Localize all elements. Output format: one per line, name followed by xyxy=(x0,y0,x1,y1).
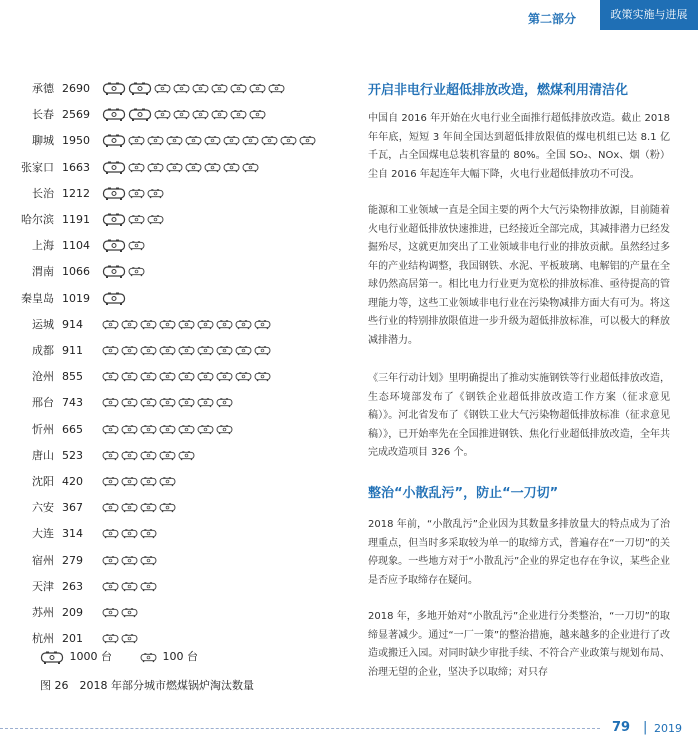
boiler-icon-1000 xyxy=(128,108,152,121)
city-label: 宿州 xyxy=(32,553,54,567)
boiler-icon-1000 xyxy=(102,265,126,278)
paragraph-3: 《三年行动计划》里明确提出了推动实施钢铁等行业超低排放改造，生态环境部发布了《钢铁企业超低排放改造工作方案（征求意见稿）》。河北省发布了《钢铁工业大气污染物超低排放标准（征求意见稿）》，已开始率先在全国推进钢铁、焦化行业超低排放改造，全年共完成改造项目 326 个。 xyxy=(368,373,670,458)
chart-row xyxy=(16,79,346,99)
boiler-icon-100 xyxy=(178,397,195,408)
icon-bar xyxy=(102,187,166,201)
boiler-icon-100 xyxy=(178,424,195,435)
boiler-icon-100 xyxy=(102,607,119,618)
boiler-icon-100 xyxy=(121,345,138,356)
chart-row xyxy=(16,289,346,309)
boiler-icon-100 xyxy=(249,83,266,94)
boiler-icon-100 xyxy=(159,424,176,435)
boiler-icon-100 xyxy=(102,397,119,408)
boiler-icon-100 xyxy=(216,319,233,330)
boiler-icon-100 xyxy=(197,319,214,330)
boiler-icon-1000 xyxy=(102,187,126,200)
boiler-icon-100 xyxy=(197,371,214,382)
section-tab: 政策实施与进展 xyxy=(600,0,698,30)
boiler-icon-1000 xyxy=(102,213,126,226)
boiler-icon-100 xyxy=(140,397,157,408)
chart-row xyxy=(16,498,346,518)
icon-bar xyxy=(102,292,128,306)
boiler-icon-100 xyxy=(128,214,145,225)
boiler-icon-100 xyxy=(178,450,195,461)
boiler-icon-100 xyxy=(216,397,233,408)
boiler-icon-100 xyxy=(154,83,171,94)
city-label: 忻州 xyxy=(32,422,54,436)
boiler-icon-1000 xyxy=(102,108,126,121)
boiler-icon-100 xyxy=(178,371,195,382)
boiler-icon-100 xyxy=(159,502,176,513)
boiler-icon-100 xyxy=(235,345,252,356)
boiler-icon-100 xyxy=(121,502,138,513)
boiler-icon-100 xyxy=(128,135,145,146)
chart-row xyxy=(16,105,346,125)
icon-bar xyxy=(102,318,273,332)
count-label: 2690 xyxy=(62,82,90,95)
icon-bar xyxy=(102,527,159,541)
icon-bar xyxy=(102,265,147,279)
boiler-icon-100 xyxy=(121,319,138,330)
boiler-icon-100 xyxy=(140,476,157,487)
boiler-icon-100 xyxy=(299,135,316,146)
count-label: 911 xyxy=(62,344,83,357)
count-label: 1104 xyxy=(62,239,90,253)
boiler-icon-100 xyxy=(121,371,138,382)
boiler-icon-100 xyxy=(147,162,164,173)
boiler-icon-100 xyxy=(223,135,240,146)
count-label: 420 xyxy=(62,475,83,488)
boiler-icon-100 xyxy=(178,319,195,330)
city-label: 沧州 xyxy=(32,370,54,384)
chart-row xyxy=(16,551,346,571)
city-label: 承德 xyxy=(32,82,54,95)
boiler-icon-100 xyxy=(211,109,228,120)
boiler-icon-100 xyxy=(121,424,138,435)
boiler-icon-100 xyxy=(140,502,157,513)
city-label: 运城 xyxy=(32,317,54,331)
boiler-icon-100 xyxy=(128,188,145,199)
boiler-icon-100 xyxy=(159,450,176,461)
boiler-icon-100 xyxy=(147,135,164,146)
boiler-icon-100 xyxy=(178,345,195,356)
chart-row xyxy=(16,524,346,544)
footer-divider xyxy=(0,728,600,729)
chart-row xyxy=(16,367,346,387)
boiler-icon-1000 xyxy=(102,82,126,95)
icon-bar xyxy=(102,396,235,410)
legend-small-label: 100 台 xyxy=(162,650,198,663)
boiler-icon-100 xyxy=(140,371,157,382)
boiler-icon-100 xyxy=(242,162,259,173)
count-label: 665 xyxy=(62,422,83,436)
boiler-icon-100 xyxy=(192,109,209,120)
paragraph-2: 能源和工业领域一直是全国主要的两个大气污染物排放源，目前随着火电行业超低排放快速推进，已经接近全部完成，其减排潜力已经发掘殆尽，这就更加突出了工业领域非电行业的排放贡献。虽然经过多年的产业结构调整，我国钢铁、水泥、平板玻璃、电解铝的产量在全球仍然高居第一。相比电力行业更为宽松的排放标准、亟待提高的管理能力等，这些工业领域非电行业在污染物减排方面大有可为。将这些行业的特别排放限值进一步升级为超低排放标准，可以极大的释放减排潜力。 xyxy=(368,205,670,346)
boiler-icon-100 xyxy=(140,450,157,461)
report-year: 2019 xyxy=(654,722,682,735)
boiler-icon-100 xyxy=(121,450,138,461)
boiler-icon-100 xyxy=(154,109,171,120)
chart-row xyxy=(16,341,346,361)
boiler-icon-100 xyxy=(102,502,119,513)
legend-large xyxy=(40,648,112,666)
count-label: 1019 xyxy=(62,291,90,305)
boiler-icon-100 xyxy=(166,135,183,146)
boiler-icon-100 xyxy=(140,345,157,356)
icon-bar xyxy=(102,580,159,594)
icon-bar xyxy=(102,501,178,515)
boiler-icon-100 xyxy=(254,345,271,356)
boiler-icon-100 xyxy=(121,607,138,618)
chart-row xyxy=(16,315,346,335)
boiler-icon-100 xyxy=(230,109,247,120)
boiler-icon-100 xyxy=(140,528,157,539)
figure-caption: 图 26 2018 年部分城市燃煤锅炉淘汰数量 xyxy=(40,679,254,692)
boiler-icon-100 xyxy=(159,371,176,382)
chart-row xyxy=(16,158,346,178)
boiler-icon-100 xyxy=(102,371,119,382)
count-label: 855 xyxy=(62,370,83,384)
boiler-icon-100 xyxy=(102,581,119,592)
count-label: 1066 xyxy=(62,265,90,279)
city-label: 沈阳 xyxy=(32,475,54,488)
icon-bar xyxy=(102,134,318,148)
icon-bar xyxy=(102,554,159,568)
boiler-icon-100 xyxy=(197,345,214,356)
boiler-icon-100 xyxy=(121,555,138,566)
city-label: 邢台 xyxy=(32,396,54,410)
legend-large-label: 1000 台 xyxy=(69,650,112,663)
paragraph-5: 2018 年，多地开始对“小散乱污”企业进行分类整治，“一刀切”的取缔显著减少。通过“一厂一策”的整治措施，越来越多的企业进行了改造或搬迁入园。对同时缺少审批手续、不符合产业政策与规划布局、治理无望的企业，坚决予以取缔；对只存 xyxy=(368,611,670,678)
boiler-icon-100 xyxy=(242,135,259,146)
boiler-icon-100 xyxy=(140,424,157,435)
boiler-icon-100 xyxy=(147,188,164,199)
page-separator: | xyxy=(643,720,648,735)
chart-row xyxy=(16,603,346,623)
icon-bar xyxy=(102,82,287,96)
icon-bar xyxy=(102,606,140,620)
count-label: 523 xyxy=(62,448,83,462)
boiler-icon-100 xyxy=(197,397,214,408)
chart-row xyxy=(16,472,346,492)
chart-row xyxy=(16,262,346,282)
icon-bar xyxy=(102,475,178,489)
chart-row xyxy=(16,393,346,413)
icon-bar xyxy=(102,161,261,175)
chart-row xyxy=(16,420,346,440)
boiler-icon xyxy=(40,651,64,664)
count-label: 743 xyxy=(62,396,83,410)
boiler-icon-100 xyxy=(140,581,157,592)
city-label: 哈尔滨 xyxy=(21,213,54,226)
count-label: 314 xyxy=(62,527,83,541)
boiler-icon-100 xyxy=(128,162,145,173)
boiler-icon-1000 xyxy=(128,82,152,95)
boiler-icon-100 xyxy=(128,240,145,251)
section-heading-small-polluters: 整治“小散乱污”，防止“一刀切” xyxy=(368,486,559,501)
boiler-icon-100 xyxy=(121,633,138,644)
boiler-icon-100 xyxy=(235,319,252,330)
legend-small xyxy=(140,648,198,666)
city-label: 上海 xyxy=(32,239,54,253)
city-label: 长治 xyxy=(32,186,54,200)
count-label: 1191 xyxy=(62,213,90,226)
chart-row xyxy=(16,629,346,649)
page-number: 79 xyxy=(612,720,631,735)
chart-row xyxy=(16,131,346,151)
boiler-icon-100 xyxy=(192,83,209,94)
boiler-icon-100 xyxy=(102,633,119,644)
icon-bar xyxy=(102,632,140,646)
boiler-icon-100 xyxy=(159,319,176,330)
boiler-icon-100 xyxy=(121,476,138,487)
city-label: 苏州 xyxy=(32,606,54,619)
city-label: 渭南 xyxy=(32,265,54,279)
boiler-icon-100 xyxy=(140,319,157,330)
boiler-icon-100 xyxy=(140,555,157,566)
chart-row xyxy=(16,577,346,597)
boiler-icon-100 xyxy=(159,345,176,356)
boiler-icon-100 xyxy=(121,397,138,408)
boiler-icon-100 xyxy=(204,162,221,173)
boiler-icon-100 xyxy=(173,109,190,120)
city-label: 大连 xyxy=(32,527,54,541)
boiler-icon-100 xyxy=(235,371,252,382)
boiler-icon-100 xyxy=(216,345,233,356)
boiler-icon-100 xyxy=(102,345,119,356)
city-label: 聊城 xyxy=(32,134,54,148)
count-label: 1212 xyxy=(62,186,90,200)
boiler-icon-1000 xyxy=(102,134,126,147)
city-label: 成都 xyxy=(32,344,54,357)
paragraph-1: 中国自 2016 年开始在火电行业全面推行超低排放改造。截止 2018 年年底，短短 3 年间全国达到超低排放限值的煤电机组已达 8.1 亿千瓦，占全国煤电总装机容量的 80%。全国 SO₂、NOx、烟（粉）尘自 2016 年起连年大幅下降，火电行业超低排放功不可没。 xyxy=(368,113,670,180)
boiler-icon-100 xyxy=(249,109,266,120)
icon-bar xyxy=(102,108,268,122)
boiler-icon-100 xyxy=(254,319,271,330)
section-heading-ultra-low-emission: 开启非电行业超低排放改造，燃煤利用清洁化 xyxy=(368,83,629,98)
boiler-icon-100 xyxy=(185,162,202,173)
city-label: 秦皇岛 xyxy=(21,291,54,305)
boiler-icon-100 xyxy=(159,476,176,487)
boiler-icon-100 xyxy=(268,83,285,94)
icon-bar xyxy=(102,423,235,437)
boiler-icon xyxy=(140,652,157,663)
city-label: 六安 xyxy=(32,501,54,515)
boiler-icon-100 xyxy=(102,528,119,539)
boiler-icon-1000 xyxy=(102,239,126,252)
boiler-icon-1000 xyxy=(102,161,126,174)
part-label: 第二部分 xyxy=(528,12,577,26)
icon-bar xyxy=(102,213,166,227)
boiler-icon-100 xyxy=(121,528,138,539)
count-label: 914 xyxy=(62,317,83,331)
city-label: 张家口 xyxy=(21,160,54,174)
boiler-icon-100 xyxy=(230,83,247,94)
boiler-icon-100 xyxy=(102,319,119,330)
boiler-icon-100 xyxy=(280,135,297,146)
city-label: 天津 xyxy=(32,579,54,593)
boiler-icon-100 xyxy=(223,162,240,173)
icon-bar xyxy=(102,344,273,358)
boiler-icon-1000 xyxy=(102,292,126,305)
boiler-icon-100 xyxy=(216,371,233,382)
count-label: 201 xyxy=(62,632,83,646)
boiler-icon-100 xyxy=(128,266,145,277)
chart-row xyxy=(16,236,346,256)
paragraph-4: 2018 年前，“小散乱污”企业因为其数量多排放量大的特点成为了治理重点，但当时多采取较为单一的取缔方式，普遍存在“一刀切”的关停现象。一些地方对于“小散乱污”企业的界定也存在争议，某些企业是否应予取缔存在疑问。 xyxy=(368,519,670,586)
boiler-icon-100 xyxy=(102,424,119,435)
city-label: 杭州 xyxy=(32,632,54,646)
icon-bar xyxy=(102,449,197,463)
boiler-icon-100 xyxy=(121,581,138,592)
boiler-icon-100 xyxy=(166,162,183,173)
chart-row xyxy=(16,210,346,230)
count-label: 279 xyxy=(62,553,83,567)
icon-bar xyxy=(102,370,273,384)
count-label: 1663 xyxy=(62,160,90,174)
city-label: 唐山 xyxy=(32,448,54,462)
boiler-icon-100 xyxy=(102,555,119,566)
city-label: 长春 xyxy=(32,108,54,122)
boiler-icon-100 xyxy=(254,371,271,382)
boiler-icon-100 xyxy=(173,83,190,94)
boiler-icon-100 xyxy=(185,135,202,146)
boiler-icon-100 xyxy=(261,135,278,146)
boiler-icon-100 xyxy=(197,424,214,435)
boiler-icon-100 xyxy=(102,450,119,461)
count-label: 1950 xyxy=(62,134,90,148)
count-label: 2569 xyxy=(62,108,90,122)
boiler-icon-100 xyxy=(159,397,176,408)
count-label: 209 xyxy=(62,606,83,619)
boiler-icon-100 xyxy=(216,424,233,435)
boiler-icon-100 xyxy=(211,83,228,94)
chart-row xyxy=(16,446,346,466)
chart-row xyxy=(16,184,346,204)
boiler-icon-100 xyxy=(147,214,164,225)
count-label: 367 xyxy=(62,501,83,515)
icon-bar xyxy=(102,239,147,253)
boiler-icon-100 xyxy=(204,135,221,146)
boiler-icon-100 xyxy=(102,476,119,487)
count-label: 263 xyxy=(62,579,83,593)
